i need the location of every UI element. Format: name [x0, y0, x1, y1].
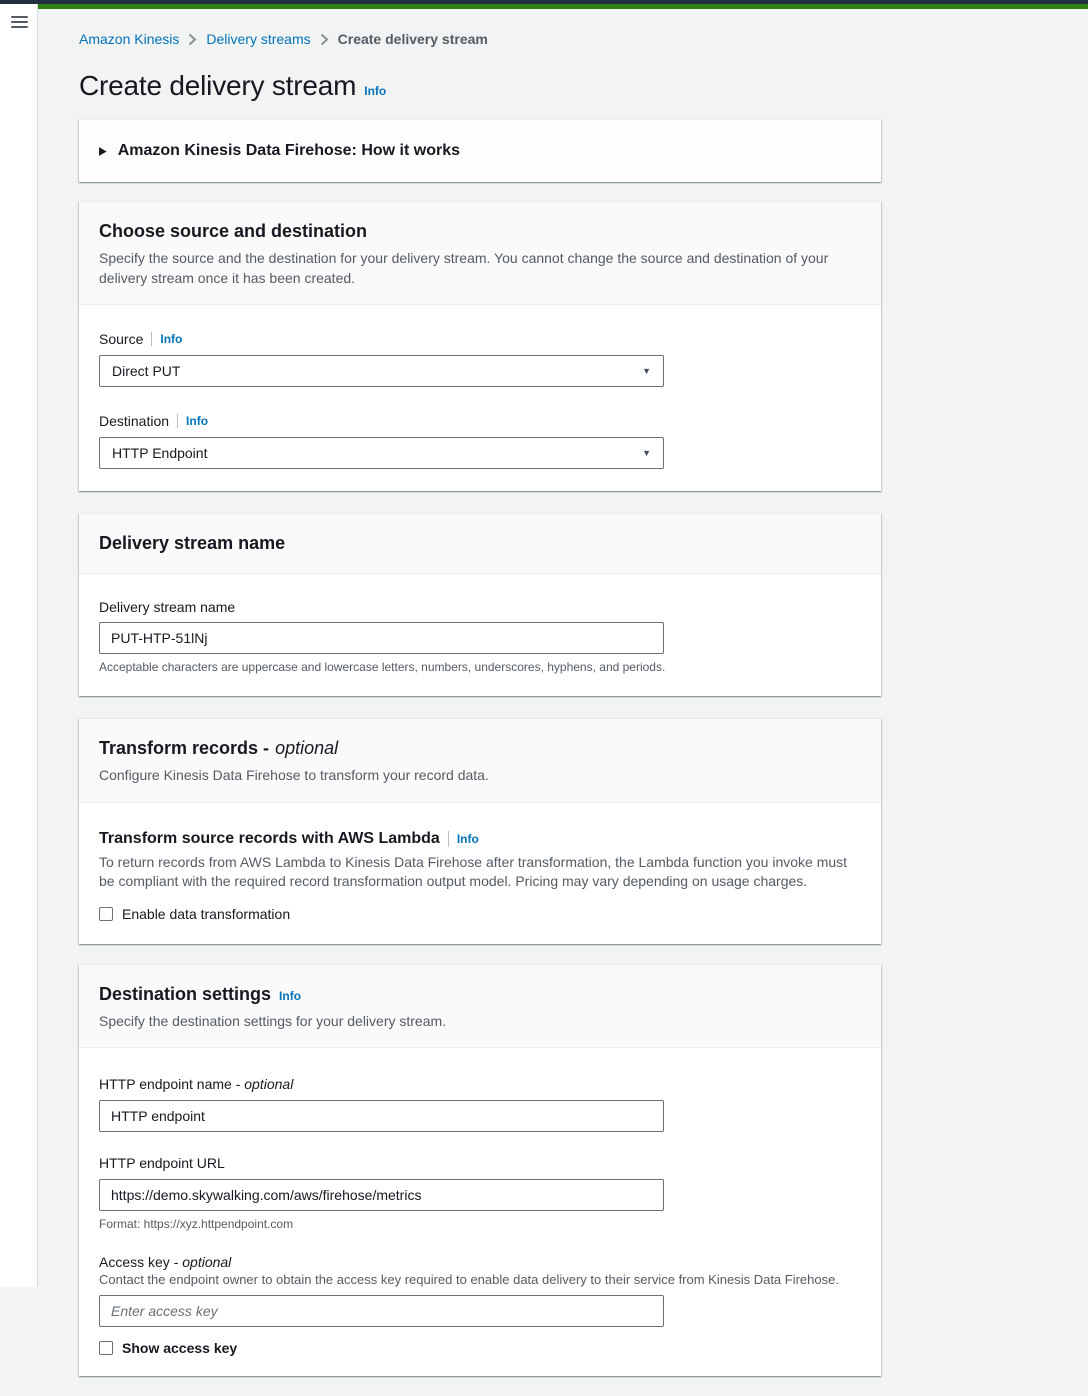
- checkbox-icon[interactable]: [99, 1341, 113, 1355]
- breadcrumb-link-delivery-streams[interactable]: Delivery streams: [206, 31, 310, 47]
- label-divider: [177, 414, 178, 428]
- breadcrumb-current: Create delivery stream: [338, 31, 488, 47]
- lambda-transform-label: Transform source records with AWS Lambda: [99, 830, 440, 848]
- source-select[interactable]: [99, 355, 664, 387]
- side-nav-panel: [0, 4, 38, 1287]
- endpoint-name-input[interactable]: [99, 1100, 664, 1132]
- caret-down-icon: ▼: [642, 366, 651, 376]
- breadcrumb: [79, 31, 881, 47]
- section-title-optional: optional: [275, 738, 338, 758]
- caret-down-icon: ▼: [642, 448, 651, 458]
- endpoint-url-label: HTTP endpoint URL: [99, 1155, 225, 1171]
- stream-name-section: [79, 513, 881, 696]
- destination-settings-section: [79, 964, 881, 1376]
- section-title: Choose source and destination: [99, 221, 367, 242]
- access-key-input[interactable]: [99, 1295, 664, 1327]
- transform-records-section: [79, 718, 881, 944]
- show-access-key-checkbox-row[interactable]: [99, 1340, 861, 1356]
- menu-icon[interactable]: [11, 16, 28, 28]
- lambda-description: To return records from AWS Lambda to Kinesis Data Firehose after transformation, the Lambda function you invoke must be compliant with the required record transformation output model. Pricing may vary depending on usage charges.: [99, 853, 861, 892]
- destination-select[interactable]: [99, 437, 664, 469]
- show-access-key-label: Show access key: [122, 1340, 237, 1356]
- label-divider: [448, 831, 449, 847]
- breadcrumb-link-amazon-kinesis[interactable]: Amazon Kinesis: [79, 31, 179, 47]
- destination-select-value: HTTP Endpoint: [112, 445, 207, 461]
- page-title: Create delivery stream: [79, 70, 356, 102]
- enable-transformation-label: Enable data transformation: [122, 906, 290, 922]
- how-it-works-title: Amazon Kinesis Data Firehose: How it works: [118, 142, 460, 160]
- main-content: [38, 9, 1088, 1396]
- top-nav-bar: [0, 0, 1088, 4]
- source-info-link[interactable]: Info: [160, 332, 182, 346]
- stream-name-label: Delivery stream name: [99, 599, 235, 615]
- source-label: Source: [99, 331, 143, 347]
- how-it-works-expander[interactable]: [79, 120, 881, 182]
- section-description: Specify the destination settings for your delivery stream.: [99, 1011, 861, 1031]
- section-title: Delivery stream name: [99, 533, 285, 554]
- label-divider: [151, 332, 152, 346]
- destination-label: Destination: [99, 413, 169, 429]
- page-title-info-link[interactable]: Info: [364, 84, 386, 98]
- section-description: Specify the source and the destination for your delivery stream. You cannot change the source and destination of your delivery stream once it has been created.: [99, 248, 861, 289]
- progress-accent-bar: [38, 4, 1088, 9]
- destination-info-link[interactable]: Info: [186, 414, 208, 428]
- section-description: Configure Kinesis Data Firehose to transform your record data.: [99, 765, 861, 785]
- checkbox-icon[interactable]: [99, 907, 113, 921]
- section-title: Transform records -: [99, 738, 269, 758]
- stream-name-constraint: Acceptable characters are uppercase and lowercase letters, numbers, underscores, hyphens, and periods.: [99, 660, 861, 674]
- source-select-value: Direct PUT: [112, 363, 180, 379]
- endpoint-url-format-hint: Format: https://xyz.httpendpoint.com: [99, 1217, 861, 1231]
- caret-right-icon: ▶: [99, 145, 107, 158]
- endpoint-name-label: HTTP endpoint name - optional: [99, 1076, 293, 1092]
- stream-name-input[interactable]: [99, 622, 664, 654]
- source-destination-section: [79, 201, 881, 491]
- lambda-info-link[interactable]: Info: [457, 832, 479, 846]
- destination-settings-info-link[interactable]: Info: [279, 989, 301, 1003]
- chevron-right-icon: [320, 33, 329, 46]
- access-key-description: Contact the endpoint owner to obtain the access key required to enable data delivery to their service from Kinesis Data Firehose.: [99, 1272, 861, 1287]
- chevron-right-icon: [188, 33, 197, 46]
- access-key-label: Access key - optional: [99, 1254, 231, 1270]
- section-title: Destination settings: [99, 984, 271, 1005]
- enable-transformation-checkbox-row[interactable]: [99, 906, 861, 922]
- endpoint-url-input[interactable]: [99, 1179, 664, 1211]
